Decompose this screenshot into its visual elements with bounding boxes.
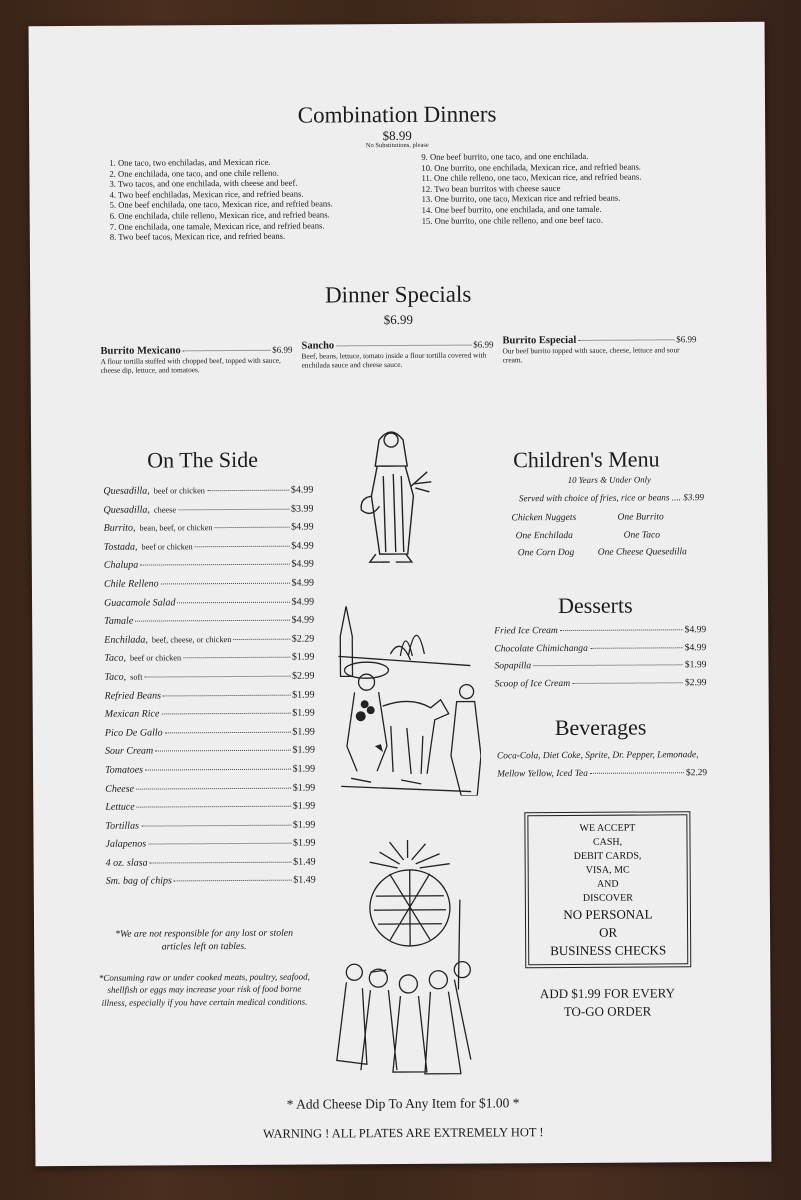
side-item-name: Chile Relleno [103,578,159,590]
pinata-children-illustration [330,839,491,1080]
side-item-row [105,801,315,821]
special-desc: A flour tortilla stuffed with chopped beef, topped with sauce, cheese dip, lettuce, and tomatoes. [100,355,281,376]
beverages-line2: Mellow Yellow, Iced Tea [497,768,588,780]
special-item [100,345,292,376]
side-item-sub: beef or chicken [141,542,193,552]
list-item: 5. One beef enchilada, one taco, Mexican rice, and refried beans. [109,198,333,211]
side-item-price: $4.99 [291,577,314,589]
side-item-row [104,522,314,542]
specials-title: Dinner Specials [324,281,472,308]
side-item-price: $1.49 [293,856,316,868]
side-item-name: Burrito, [103,522,136,534]
side-item-row [104,670,314,690]
side-item-sub: cheese [153,504,177,515]
side-item-name: Jalapenos [105,838,147,851]
special-name: Burrito Especial [502,334,577,347]
side-item-name: Tortillas [105,820,139,832]
side-item-row [105,745,315,765]
side-item-price: $1.99 [292,744,315,756]
payment-line: AND [596,878,619,890]
list-item: 6. One enchilada, chile relleno, Mexican rice, and refried beans. [109,209,330,221]
combo-title: Combination Dinners [297,101,497,128]
side-item-price: $1.99 [292,707,315,719]
side-item-row [106,875,316,895]
payment-line: DEBIT CARDS, [573,850,642,862]
special-price: $6.99 [473,339,494,350]
side-item-row [105,726,315,746]
special-price: $6.99 [272,344,293,355]
payment-box [527,814,688,965]
side-item-row [103,503,313,523]
list-item: 12. Two bean burritos with cheese sauce [421,182,561,194]
side-item-price: $1.99 [292,726,315,738]
side-item-price: $1.99 [292,782,316,794]
side-item-sub: beef or chicken [153,486,205,496]
side-item-name: Quesadilla, [103,485,150,497]
dessert-item-name: Chocolate Chimichanga [494,642,588,654]
side-item-name: Cheese [105,783,135,795]
list-item: 10. One burrito, one enchilada, Mexican rice, and refried beans. [421,161,641,173]
payment-line: WE ACCEPT [579,822,636,834]
side-item-name: Tomatoes [105,764,144,776]
togo-notice [502,984,712,1021]
special-item [301,339,493,370]
side-item-sub: beef, cheese, or chicken [151,634,232,645]
side-item-name: 4 oz. slasa [105,857,148,869]
side-item-row [105,763,315,783]
side-item-name: Mexican Rice [104,708,160,720]
donkey-scene-illustration [330,596,481,797]
side-item-row [104,577,314,597]
side-item-name: Taco, [104,671,127,683]
combo-list-left [109,156,333,242]
special-name: Sancho [301,340,335,352]
children-title: Children's Menu [513,446,660,473]
special-price: $6.99 [676,334,697,345]
side-item-sub: soft [130,672,143,682]
list-item: 8. Two beef tacos, Mexican rice, and refried beans. [109,230,286,242]
list-item: 1. One taco, two enchiladas, and Mexican rice. [109,156,271,168]
side-item-name: Lettuce [105,801,135,813]
list-item: 15. One burrito, one chile relleno, and one beef taco. [421,214,603,226]
side-item-row [104,559,314,579]
side-item-price: $1.49 [293,874,316,887]
list-item: 4. Two beef enchiladas, Mexican rice, and refried beans. [109,188,304,200]
dessert-item-price: $4.99 [684,624,707,636]
children-item: One Taco [623,530,661,541]
side-item-price: $2.29 [291,633,315,645]
side-item-row [104,615,314,635]
cheese-dip-notice: * Add Cheese Dip To Any Item for $1.00 * [286,1095,520,1112]
side-item-name: Tamale [104,615,134,627]
list-item: 11. One chile relleno, one taco, Mexican rice, and refried beans. [421,171,642,184]
payment-line: BUSINESS CHECKS [550,942,667,959]
dessert-item-name: Sopapilla [494,660,532,672]
side-item-price: $1.99 [292,800,316,812]
beverages-line2-row [497,768,707,779]
side-item-price: $1.99 [291,651,315,664]
side-item-sub: beef or chicken [129,653,182,663]
side-item-price: $4.99 [291,558,314,571]
dessert-item-row [495,677,707,696]
side-item-row [105,782,315,802]
list-item: 14. One beef burrito, one enchilada, and one tamale. [421,203,602,215]
side-item-name: Guacamole Salad [104,596,176,609]
list-item: 2. One enchilada, one taco, and one chile relleno. [109,167,279,179]
desserts-list [494,624,706,695]
desserts-title: Desserts [557,592,633,619]
children-item: One Burrito [617,512,664,523]
dessert-item-price: $1.99 [684,659,707,671]
side-item-name: Sour Cream [104,745,154,758]
dessert-item-price: $4.99 [684,641,707,653]
beverages-price: $2.29 [685,768,708,779]
side-item-price: $2.99 [291,670,315,682]
dessert-item-price: $2.99 [684,676,707,688]
menu-page [29,22,772,1166]
side-item-name: Pico De Gallo [104,727,163,739]
special-item [502,334,696,365]
special-desc: Our beef burrito topped with sauce, cheese, lettuce and sour cream. [502,345,680,365]
side-item-name: Enchilada, [104,634,148,646]
children-item: One Cheese Quesedilla [597,547,687,558]
combo-list-right [421,151,641,226]
children-age: 10 Years & Under Only [567,474,651,485]
special-desc: Beef, beans, lettuce, tomato inside a flour tortilla covered with enchilada sauce and cheese sauce. [301,350,487,371]
payment-line: DISCOVER [582,892,633,904]
children-item: Chicken Nuggets [511,512,577,524]
hot-plates-warning: WARNING ! ALL PLATES ARE EXTREMELY HOT ! [262,1125,544,1141]
side-item-price: $4.99 [291,521,314,533]
side-list [103,485,315,895]
dessert-item-row [494,642,706,661]
side-item-row [103,485,313,505]
payment-line: CASH, [592,836,623,848]
side-item-row [106,856,316,876]
togo-line: ADD $1.99 FOR EVERY [539,985,676,1002]
woman-illustration [349,426,440,567]
specials-price: $6.99 [383,311,413,328]
side-item-name: Refried Beans [104,689,162,702]
side-item-row [105,708,315,728]
side-item-price: $4.99 [291,540,314,552]
dessert-item-row [494,659,706,678]
side-item-row [105,838,315,858]
side-title: On The Side [147,446,259,473]
list-item: 3. Two tacos, and one enchilada, with cheese and beef. [109,177,298,189]
side-item-name: Tostada, [103,541,138,553]
children-served: Served with choice of fries, rice or beans .... $3.99 [518,492,704,504]
combo-note: No Substitutions, please [365,141,429,150]
dessert-item-name: Scoop of Ice Cream [494,677,571,689]
side-item-row [104,596,314,616]
special-name: Burrito Mexicano [100,345,181,357]
side-item-price: $4.99 [290,484,314,496]
side-item-row [105,689,315,709]
side-item-price: $4.99 [291,614,315,626]
side-item-row [104,633,314,653]
food-warning-note: *Consuming raw or under cooked meats, poultry, seafood, shellfish or eggs may increase your risk of food borne illness, especially if you have certain medical conditions. [98,971,310,1008]
side-item-price: $4.99 [291,596,315,608]
side-item-name: Taco, [104,653,127,665]
list-item: 7. One enchilada, one tamale, Mexican rice, and refried beans. [109,220,325,232]
dessert-item-row [494,624,706,643]
side-item-row [105,819,315,839]
children-item: One Enchilada [515,530,573,542]
combo-price: $8.99 [382,127,412,144]
side-item-row [104,652,314,672]
side-item-sub: bean, beef, or chicken [139,523,213,533]
side-item-name: Sm. bag of chips [105,875,172,888]
togo-line: TO-GO ORDER [563,1003,652,1020]
payment-line: NO PERSONAL [563,906,653,923]
side-item-price: $1.99 [292,837,316,849]
side-item-price: $3.99 [290,503,314,515]
side-item-name: Quesadilla, [103,504,150,516]
side-item-name: Chalupa [103,559,139,572]
beverages-line1: Coca-Cola, Diet Coke, Sprite, Dr. Pepper, Lemonade, [496,750,699,762]
children-item: One Corn Dog [517,547,575,559]
dessert-item-name: Fried Ice Cream [494,625,558,637]
list-item: 13. One burrito, one taco, Mexican rice and refried beans. [421,193,621,205]
lost-articles-note: *We are not responsible for any lost or stolen articles left on tables. [115,927,294,953]
side-item-price: $1.99 [292,689,315,701]
list-item: 9. One beef burrito, one taco, and one enchilada. [421,150,589,162]
side-item-row [104,540,314,560]
side-item-price: $1.99 [292,763,316,775]
beverages-title: Beverages [554,714,647,741]
payment-line: OR [598,924,618,940]
payment-line: VISA, MC [585,864,630,876]
side-item-price: $1.99 [292,819,316,831]
